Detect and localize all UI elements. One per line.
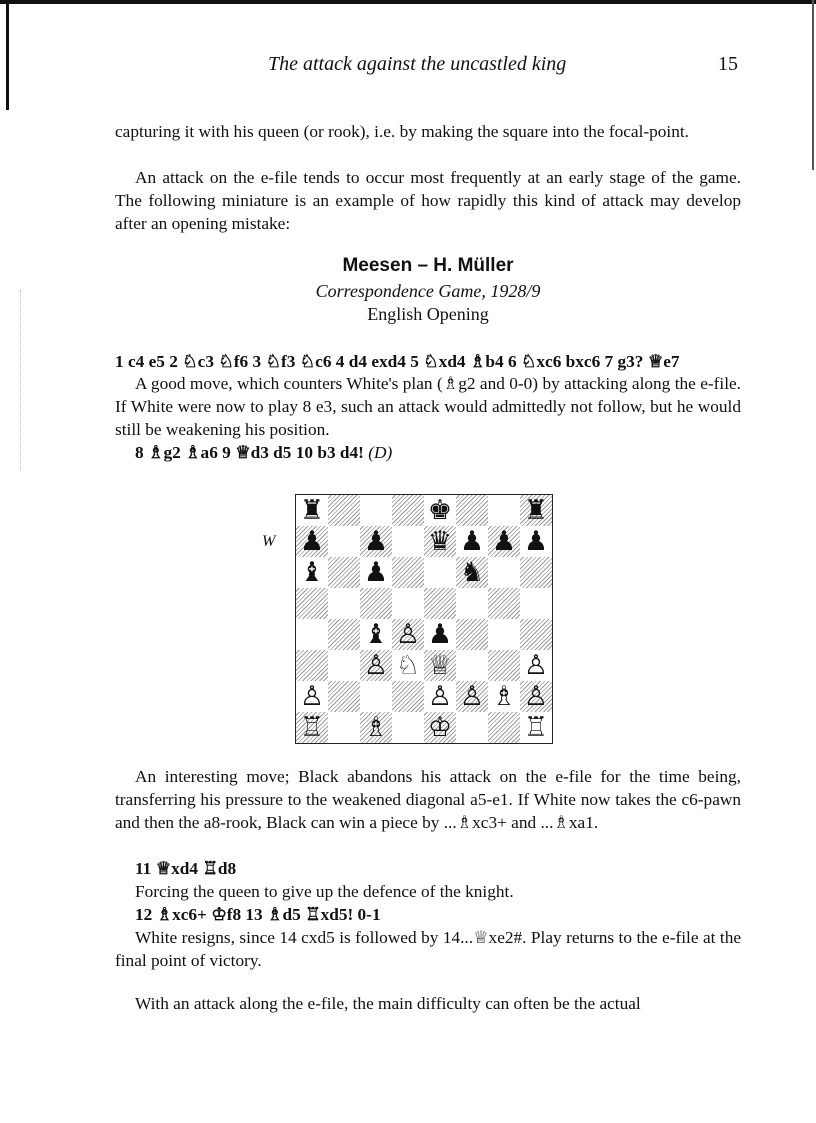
square-c1 (360, 712, 392, 743)
diagram-marker: (D) (368, 443, 393, 462)
square-a4 (296, 619, 328, 650)
game-subtitle: Correspondence Game, 1928/9 (315, 281, 541, 301)
chess-piece: ♚ (427, 495, 453, 526)
square-c5 (360, 588, 392, 619)
moves-4: 12 ♗xc6+ ♔f8 13 ♗d5 ♖xd5! 0-1 (135, 905, 381, 924)
square-d2 (392, 681, 424, 712)
chess-piece: ♙ (523, 650, 549, 681)
square-e5 (424, 588, 456, 619)
square-h6 (520, 557, 552, 588)
scan-edge-right (812, 0, 814, 170)
square-d5 (392, 588, 424, 619)
square-g8 (488, 495, 520, 526)
square-b1 (328, 712, 360, 743)
square-f2 (456, 681, 488, 712)
square-b3 (328, 650, 360, 681)
chess-piece: ♜ (523, 495, 549, 526)
square-b7 (328, 526, 360, 557)
paragraph-1: capturing it with his queen (or rook), i.e. by making the square into the focal-point. (115, 122, 689, 141)
square-a5 (296, 588, 328, 619)
square-h2 (520, 681, 552, 712)
square-d7 (392, 526, 424, 557)
chess-piece: ♙ (427, 681, 453, 712)
square-a7 (296, 526, 328, 557)
square-c2 (360, 681, 392, 712)
square-b4 (328, 619, 360, 650)
square-e1 (424, 712, 456, 743)
square-c7 (360, 526, 392, 557)
square-d1 (392, 712, 424, 743)
square-b2 (328, 681, 360, 712)
square-e7 (424, 526, 456, 557)
moves-2: 8 ♗g2 ♗a6 9 ♕d3 d5 10 b3 d4! (135, 443, 364, 462)
scan-edge-top (0, 0, 816, 4)
chess-piece: ♟ (491, 526, 517, 557)
chess-piece: ♟ (459, 526, 485, 557)
square-h7 (520, 526, 552, 557)
square-f3 (456, 650, 488, 681)
square-d8 (392, 495, 424, 526)
chess-piece: ♙ (299, 681, 325, 712)
square-h5 (520, 588, 552, 619)
chess-piece: ♔ (427, 712, 453, 743)
square-a6 (296, 557, 328, 588)
paragraph-2: An attack on the e-file tends to occur most frequently at an early stage of the game. The following miniature is an example of how rapidly this kind of attack may develop after an opening mistake: (115, 168, 741, 233)
chess-piece: ♗ (491, 681, 517, 712)
square-c4 (360, 619, 392, 650)
scan-edge-left (6, 0, 9, 110)
square-g1 (488, 712, 520, 743)
moves-3: 11 ♕xd4 ♖d8 (135, 859, 237, 878)
page-number: 15 (718, 53, 738, 75)
square-g6 (488, 557, 520, 588)
square-e6 (424, 557, 456, 588)
square-f4 (456, 619, 488, 650)
chess-piece: ♙ (363, 650, 389, 681)
paragraph-last: With an attack along the e-file, the main difficulty can often be the actual (135, 994, 641, 1013)
comment-2: An interesting move; Black abandons his attack on the e-file for the time being, transferring his pressure to the weakened diagonal a5-e1. If White now takes the c6-pawn and then the a8-rook, Black can win a piece by ...♗xc3+ and ...♗xa1. (115, 767, 741, 832)
chess-piece: ♟ (427, 619, 453, 650)
square-b8 (328, 495, 360, 526)
game-opening: English Opening (367, 304, 489, 324)
square-d4 (392, 619, 424, 650)
chess-piece: ♙ (395, 619, 421, 650)
square-c8 (360, 495, 392, 526)
square-b5 (328, 588, 360, 619)
chess-diagram (295, 494, 553, 744)
square-e2 (424, 681, 456, 712)
square-g5 (488, 588, 520, 619)
square-a2 (296, 681, 328, 712)
square-f7 (456, 526, 488, 557)
moves-1: 1 c4 e5 2 ♘c3 ♘f6 3 ♘f3 ♘c6 4 d4 exd4 5 ♘xd4 ♗b4 6 ♘xc6 bxc6 7 g3? ♕e7 (115, 352, 680, 371)
square-f6 (456, 557, 488, 588)
square-c3 (360, 650, 392, 681)
chess-piece: ♝ (299, 557, 325, 588)
square-e8 (424, 495, 456, 526)
comment-1: A good move, which counters White's plan (♗g2 and 0-0) by attacking along the e-file. If White were now to play 8 e3, such an attack would admittedly not follow, but he would still be weakening his position. (115, 374, 741, 439)
moves-2-line (115, 441, 741, 464)
comment-4: White resigns, since 14 cxd5 is followed by 14...♕xe2#. Play returns to the e-file at the final point of victory. (115, 928, 741, 970)
side-to-move-label: W (262, 533, 276, 550)
square-a8 (296, 495, 328, 526)
comment-3: Forcing the queen to give up the defence of the knight. (135, 882, 514, 901)
chess-piece: ♛ (427, 526, 453, 557)
chess-piece: ♖ (523, 712, 549, 743)
chess-piece: ♝ (363, 619, 389, 650)
chess-piece: ♞ (459, 557, 485, 588)
chess-piece: ♜ (299, 495, 325, 526)
square-c6 (360, 557, 392, 588)
chess-piece: ♟ (363, 557, 389, 588)
square-h8 (520, 495, 552, 526)
square-g3 (488, 650, 520, 681)
game-title: Meesen – H. Müller (342, 255, 514, 276)
chess-piece: ♘ (395, 650, 421, 681)
running-head: The attack against the uncastled king (268, 53, 567, 75)
square-a1 (296, 712, 328, 743)
chess-piece: ♙ (459, 681, 485, 712)
chess-piece: ♗ (363, 712, 389, 743)
square-h1 (520, 712, 552, 743)
chess-piece: ♕ (427, 650, 453, 681)
square-f8 (456, 495, 488, 526)
scan-margin-dots (20, 290, 22, 470)
chess-piece: ♙ (523, 681, 549, 712)
chess-piece: ♟ (299, 526, 325, 557)
square-g7 (488, 526, 520, 557)
square-e3 (424, 650, 456, 681)
square-h4 (520, 619, 552, 650)
square-e4 (424, 619, 456, 650)
square-a3 (296, 650, 328, 681)
square-h3 (520, 650, 552, 681)
chess-piece: ♟ (523, 526, 549, 557)
square-b6 (328, 557, 360, 588)
chess-piece: ♖ (299, 712, 325, 743)
square-g4 (488, 619, 520, 650)
square-d3 (392, 650, 424, 681)
square-f1 (456, 712, 488, 743)
square-d6 (392, 557, 424, 588)
square-g2 (488, 681, 520, 712)
chess-piece: ♟ (363, 526, 389, 557)
square-f5 (456, 588, 488, 619)
